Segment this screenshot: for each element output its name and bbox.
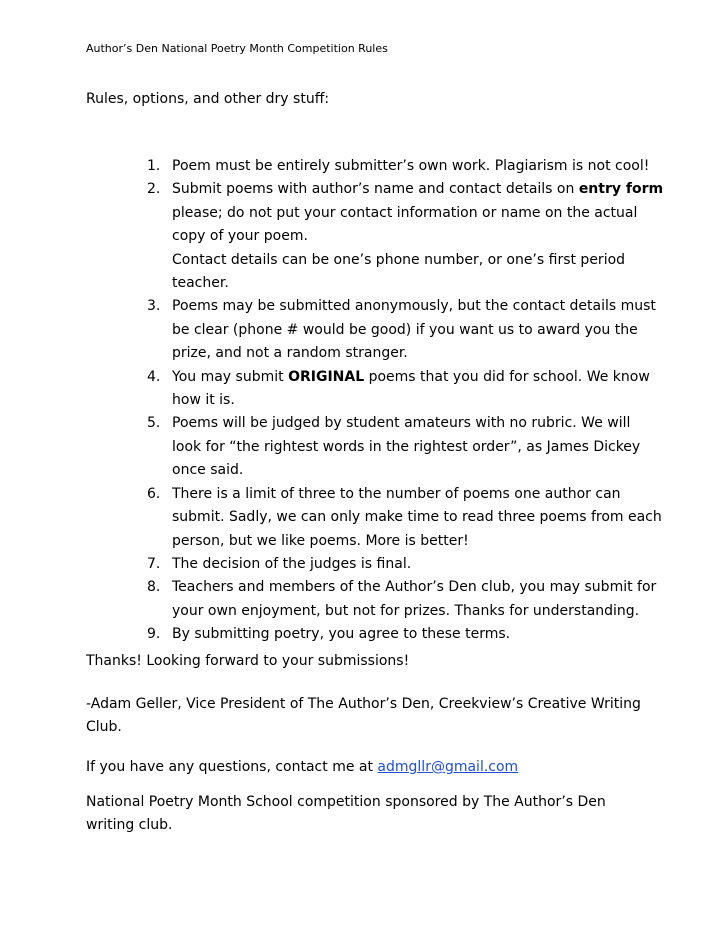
rule-line: how it is. bbox=[172, 392, 235, 409]
rule-line: Poem must be entirely submitter’s own work. Plagiarism is not cool! bbox=[172, 158, 650, 174]
thanks-text: Thanks! Looking forward to your submissions! bbox=[86, 653, 410, 669]
rule-line: There is a limit of three to the number of poems one author can bbox=[172, 485, 621, 502]
email-link[interactable]: admgllr@gmail.com bbox=[377, 759, 519, 775]
rule-number: 9. bbox=[147, 626, 161, 643]
rule-line: copy of your poem. bbox=[172, 228, 308, 245]
rule-item-2 bbox=[147, 178, 664, 295]
rule-number: 8. bbox=[147, 579, 161, 596]
rule-line: Teachers and members of the Author’s Den club, you may submit for bbox=[172, 579, 657, 596]
rule-number: 7. bbox=[147, 555, 161, 572]
rule-line: person, but we like poems. More is better! bbox=[172, 532, 469, 549]
rule-item-7 bbox=[147, 553, 647, 576]
rule-item-1 bbox=[147, 155, 650, 178]
contact-text: If you have any questions, contact me at bbox=[86, 759, 378, 775]
rule-item-5 bbox=[147, 412, 647, 482]
rule-line: By submitting poetry, you agree to these terms. bbox=[172, 626, 511, 643]
rule-item-3 bbox=[147, 295, 656, 365]
page-header: Author’s Den National Poetry Month Competition Rules bbox=[86, 42, 388, 55]
rule-item-6 bbox=[147, 483, 662, 553]
rule-line: Poems will be judged by student amateurs with no rubric. We will bbox=[172, 415, 631, 432]
rule-line: look for “the rightest words in the rightest order”, as James Dickey bbox=[172, 438, 641, 455]
rule-item-8 bbox=[147, 576, 657, 623]
rule-number: 6. bbox=[147, 485, 161, 502]
contact-paragraph bbox=[86, 756, 646, 779]
thanks-paragraph bbox=[86, 650, 646, 673]
sponsor-paragraph bbox=[86, 791, 646, 837]
rule-item-4 bbox=[147, 366, 650, 413]
rule-line bbox=[172, 178, 664, 201]
intro-heading: Rules, options, and other dry stuff: bbox=[86, 91, 330, 107]
rule-line: teacher. bbox=[172, 275, 229, 292]
contact-line bbox=[86, 756, 646, 779]
rule-line: The decision of the judges is final. bbox=[172, 555, 412, 572]
rule-number: 1. bbox=[147, 158, 161, 174]
sponsor-line: writing club. bbox=[86, 817, 173, 833]
signature-paragraph bbox=[86, 693, 646, 739]
entry-form-emphasis: entry form bbox=[578, 181, 664, 198]
rules-list bbox=[147, 155, 664, 647]
rule-number: 2. bbox=[147, 181, 161, 198]
rule-text: You may submit bbox=[172, 368, 289, 385]
rule-text: poems that you did for school. We know bbox=[364, 368, 650, 385]
sponsor-line: National Poetry Month School competition sponsored by The Author’s Den bbox=[86, 794, 606, 810]
rule-line: Contact details can be one’s phone number, or one’s first period bbox=[172, 251, 626, 268]
rule-line: please; do not put your contact information or name on the actual bbox=[172, 204, 638, 221]
rule-line: your own enjoyment, but not for prizes. Thanks for understanding. bbox=[172, 602, 640, 619]
rule-line: submit. Sadly, we can only make time to read three poems from each bbox=[172, 509, 662, 526]
rule-text: Submit poems with author’s name and contact details on bbox=[172, 181, 579, 198]
rule-number: 5. bbox=[147, 415, 161, 432]
signature-line: -Adam Geller, Vice President of The Author’s Den, Creekview’s Creative Writing bbox=[86, 696, 641, 712]
original-emphasis: ORIGINAL bbox=[288, 368, 365, 385]
rule-item-9 bbox=[147, 623, 647, 646]
rule-line: once said. bbox=[172, 462, 244, 479]
rule-number: 3. bbox=[147, 298, 161, 315]
rule-line: prize, and not a random stranger. bbox=[172, 345, 408, 362]
rule-line: be clear (phone # would be good) if you want us to award you the bbox=[172, 321, 638, 338]
rule-number: 4. bbox=[147, 368, 161, 385]
rule-line bbox=[172, 366, 650, 389]
rule-line: Poems may be submitted anonymously, but the contact details must bbox=[172, 298, 656, 315]
signature-line: Club. bbox=[86, 719, 122, 735]
